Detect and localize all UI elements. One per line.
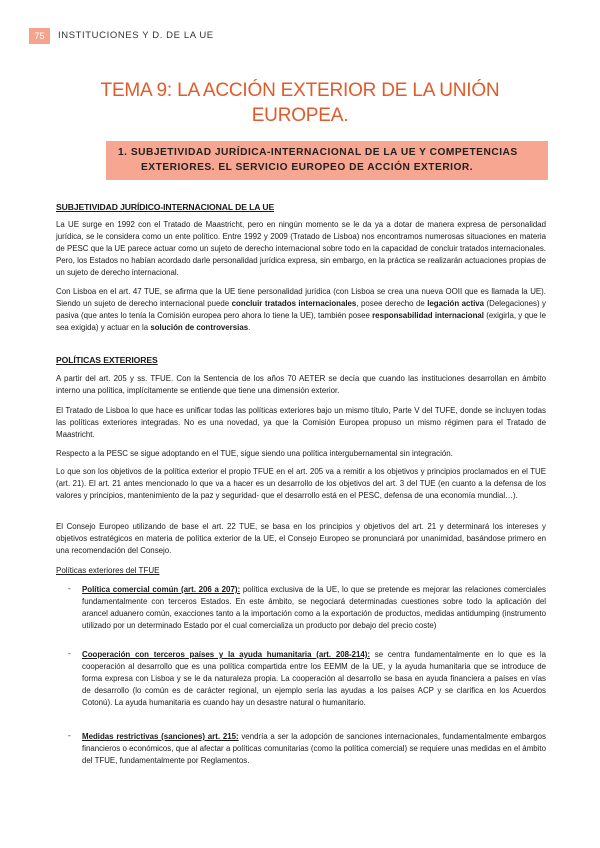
text-run: .	[248, 323, 251, 332]
politicas-paragraph-3: Respecto a la PESC se sigue adoptando en el TUE, sigue siendo una política intergubernamental sin integración.	[56, 449, 453, 458]
page-number: 75	[29, 28, 50, 44]
politicas-paragraph-2: El Tratado de Lisboa lo que hace es unificar todas las políticas exteriores bajo un mismo título, Parte V del TUFE, donde se incluyen todas las políticas exteriores integradas. No es una novedad, ya que la Comisión Europea propuso un mismo régimen para el Tratado de Maastricht.	[56, 406, 546, 439]
politicas-paragraph-4: Lo que son los objetivos de la política exterior el propio TFUE en el art. 205 va a remitir a los objetivos y principios proclamados en el TUE (art. 21). El art. 21 antes mencionado lo que va a hacer es un desarrollo de los objetivos del art. 3 del TUE (en cuanto a la defensa de los valores y principios, mantenimiento de la paz y seguridad- que el desarrollo está en el PESC, defensa de una economía mundial…).	[56, 467, 546, 500]
politicas-paragraph-5: El Consejo Europeo utilizando de base el art. 22 TUE, se basa en los principios y objetivos del art. 21 y determinará los intereses y objetivos estratégicos en materia de política exterior de la UE, el Consejo Europeo se pronunciará por unanimidad, basándose primero en una recomendación del Consejo.	[56, 522, 546, 555]
section-title	[118, 146, 538, 175]
text-run: , posee derecho de	[356, 299, 428, 308]
list-heading: Políticas exteriores del TFUE	[56, 566, 160, 575]
chapter-title-line2: EUROPEA.	[251, 105, 349, 126]
section-title-line1: 1. SUBJETIVIDAD JURÍDICA-INTERNACIONAL DE LA UE Y COMPETENCIAS	[118, 147, 518, 158]
list-marker: -	[68, 649, 71, 658]
subjetividad-paragraph-1: La UE surge en 1992 con el Tratado de Maastricht, pero en ningún momento se le da ya a dotar de manera expresa de personalidad jurídica, se le considera como un ente político. Entre 1992 y 2009 (Tratado de Lisboa) nos encontramos numerosas situaciones en materia de PESC que la UE parece actuar como un sujeto de derecho internacional sobre todo en la capacidad de concluir tratados internacionales. Pero, los Estados no habían acordado darle personalidad jurídica expresa, sin embargo, en la práctica se realizarán actuaciones propias de un sujeto de derecho internacional.	[56, 220, 546, 277]
bold-run: solución de controversias	[150, 323, 249, 332]
list-item	[82, 584, 546, 632]
list-item-title: Política comercial común (art. 206 a 207):	[82, 585, 241, 594]
bold-run: legación activa	[427, 299, 485, 308]
subjetividad-heading: SUBJETIVIDAD JURÍDICO-INTERNACIONAL DE LA UE	[56, 202, 275, 212]
text-run: Con Lisboa en el art. 47 TUE, se afirma que la UE tiene personalidad jurídica (con Lisboa se crea una nueva OOII que es llamada la UE). Siendo un sujeto de derecho internacional puede	[56, 287, 546, 308]
list-item-text: política exclusiva de la UE, lo que se pretende es mejorar las relaciones comerciales fundamentalmente con terceros Estados. En este ámbito, se negociará determinadas cuestiones sobre todo la aplicación del arancel aduanero común, exacciones tanto a la importación como a la exportación de productos, medidas antidumping (instrumento utilizado por un determinado Estado por el cual comercializa un producto por debajo del precio coste)	[82, 585, 546, 630]
list-item-text: vendría a ser la adopción de sanciones internacionales, fundamentalmente embargos financieros o económicos, que al afectar a políticas comunitarias (como la política comercial) se requiere unas medidas en el ámbito del TFUE, fundamentalmente por Reglamentos.	[82, 732, 546, 765]
bold-run: concluir tratados internacionales	[231, 299, 357, 308]
page-header	[0, 28, 600, 44]
bold-run: responsabilidad internacional	[372, 311, 484, 320]
politicas-heading: POLÍTICAS EXTERIORES	[56, 355, 158, 365]
running-title: INSTITUCIONES Y D. DE LA UE	[58, 30, 214, 41]
politicas-paragraph-1: A partir del art. 205 y ss. TFUE. Con la Sentencia de los años 70 AETER se decía que cuando las instituciones desarrollan en ámbito interno una política, implícitamente se entiende que tiene una dimensión exterior.	[56, 374, 546, 395]
chapter-title	[60, 78, 540, 128]
list-marker: -	[68, 731, 71, 740]
list-item-text: se centra fundamentalmente en lo que es la cooperación al desarrollo que es una política compartida entre los EEMM de la UE, y la ayuda humanitaria que se introduce de forma expresa con Lisboa y se le da naturaleza propia. La cooperación al desarrollo se basa en ayuda financiera a países en vías de desarrollo (lo común es de carácter regional, un ejemplo sería las ayudas a los países ACP y se clarifica en los Acuerdos Cotonú). La ayuda humanitaria es cuando hay un desastre natural o humanitario.	[82, 650, 546, 707]
section-title-line2: EXTERIORES. EL SERVICIO EUROPEO DE ACCIÓN EXTERIOR.	[141, 161, 474, 173]
text-run: (Delegaciones) y pasiva (que antes lo tenía la Comisión europea pero ahora lo tiene la UE), también posee	[56, 299, 546, 320]
list-item	[82, 649, 546, 709]
text-run: (exigirla, y que le sea exigida) y actuar en la	[56, 311, 546, 332]
list-marker: -	[68, 584, 71, 593]
subjetividad-paragraph-2	[56, 286, 546, 334]
list-item-title: Medidas restrictivas (sanciones) art. 215:	[82, 732, 239, 741]
chapter-title-line1: TEMA 9: LA ACCIÓN EXTERIOR DE LA UNIÓN	[100, 80, 500, 101]
list-item	[82, 731, 546, 767]
list-item-title: Cooperación con terceros países y la ayuda humanitaria (art. 208-214):	[82, 650, 371, 659]
